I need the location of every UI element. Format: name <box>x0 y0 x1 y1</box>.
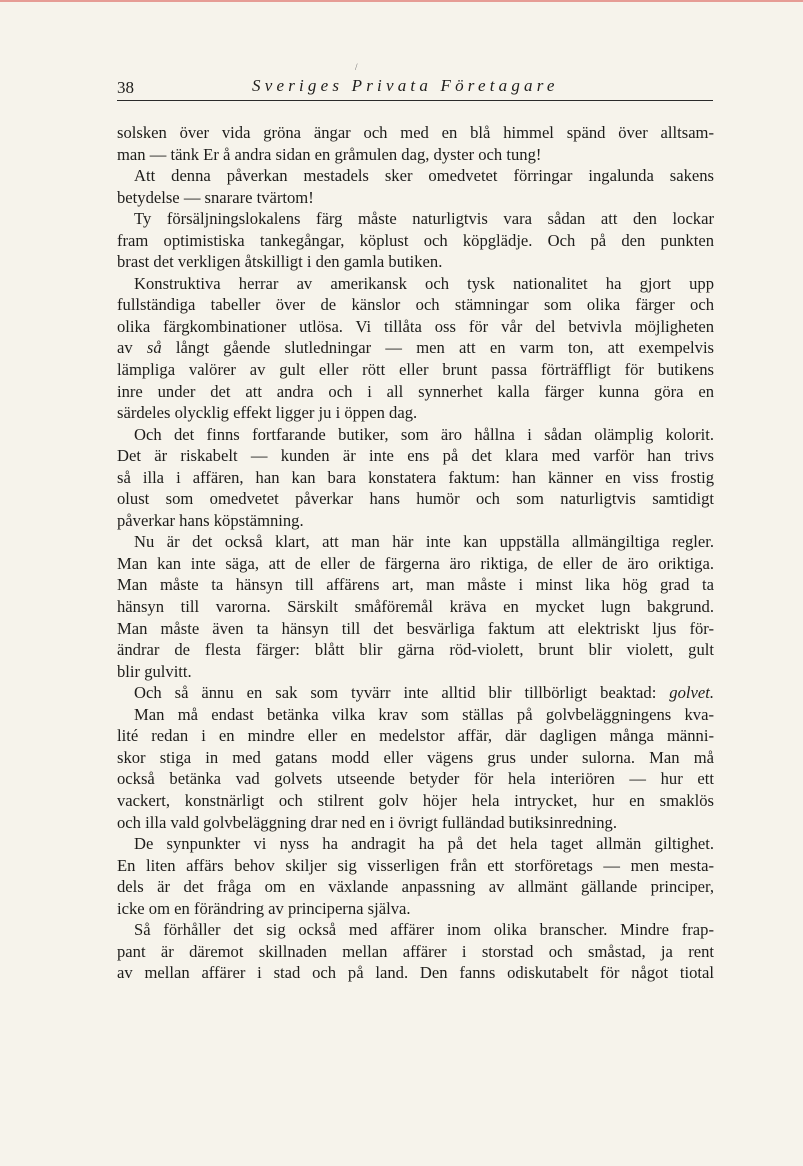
text-line: Man må endast betänka vilka krav som ställas på golvbeläggningens kva- <box>134 704 714 724</box>
text-line: Man måste ta hänsyn till affärens art, man måste i minst lika hög grad ta <box>117 575 714 595</box>
text-line: vackert, konstnärligt och stilrent golv höjer hela intrycket, hur en smaklös <box>117 790 714 810</box>
text-line: särdeles olycklig effekt ligger ju i öppen dag. <box>117 403 418 423</box>
text-line: Nu är det också klart, att man här inte kan uppställa allmängiltiga regler. <box>134 532 714 552</box>
text-line: man — tänk Er å andra sidan en gråmulen dag, dyster och tung! <box>117 144 542 164</box>
text-line: Och så ännu en sak som tyvärr inte alltid blir tillbörligt beaktad: golvet. <box>134 683 714 703</box>
print-mark: / <box>355 62 358 72</box>
text-line: av så långt gående slutledningar — men att en varm ton, att exempelvis <box>117 338 715 358</box>
text-line: Att denna påverkan mestadels sker omedvetet förringar ingalunda sakens <box>134 166 714 186</box>
text-line: Så förhåller det sig också med affärer inom olika branscher. Mindre frap- <box>134 920 714 940</box>
text-line: och illa vald golvbeläggning drar ned en i övrigt fulländad butiksinredning. <box>117 812 618 832</box>
text-line: pant är däremot skillnaden mellan affärer i storstad och småstad, ja rent <box>117 941 714 961</box>
page-number: 38 <box>117 78 134 97</box>
text-line: inre under det att andra och i all synnerhet kalla färger kunna göra en <box>117 381 714 401</box>
text-line: dels är det fråga om en växlande anpassning av allmänt gällande principer, <box>117 877 714 897</box>
text-line: fram optimistiska tankegångar, köplust och köpglädje. Och på den punkten <box>117 230 714 250</box>
text-line: icke om en förändring av principerna själva. <box>117 898 411 918</box>
page-top-edge <box>0 0 803 2</box>
text-line: av mellan affärer i stad och på land. Den fanns odiskutabelt för något tiotal <box>117 963 714 983</box>
text-line: betydelse — snarare tvärtom! <box>117 187 314 207</box>
running-title: Sveriges Privata Företagare <box>252 76 559 95</box>
body-text <box>117 122 714 984</box>
text-line: påverkar hans köpstämning. <box>117 510 304 530</box>
text-line: hänsyn till varorna. Särskilt småföremål kräva en mycket lugn bakgrund. <box>117 597 714 617</box>
text-line: Ty försäljningslokalens färg måste naturligtvis vara sådan att den lockar <box>134 209 714 229</box>
text-line: En liten affärs behov skiljer sig visserligen från ett storföretags — men mesta- <box>117 855 714 875</box>
text-line: Och det finns fortfarande butiker, som äro hållna i sådan olämplig kolorit. <box>134 424 714 444</box>
text-line: fullständiga tabeller över de känslor och stämningar som olika färger och <box>117 295 714 315</box>
text-line: så illa i affären, han kan bara konstatera faktum: han känner en viss frostig <box>117 467 714 487</box>
text-line: Man kan inte säga, att de eller de färgerna äro riktiga, de eller de äro oriktiga. <box>117 553 714 573</box>
text-line: brast det verkligen åtskilligt i den gamla butiken. <box>117 252 443 272</box>
page-header <box>117 76 713 101</box>
text-line: Det är riskabelt — kunden är inte ens på det klara med varför han trivs <box>117 446 714 466</box>
text-line: olika färgkombinationer utlösa. Vi tillåta oss för vår del betvivla möjligheten <box>117 316 714 336</box>
text-line: Man måste även ta hänsyn till det besvärliga faktum att elektriskt ljus för- <box>117 618 714 638</box>
text-line: blir gulvitt. <box>117 661 192 681</box>
text-line: också betänka vad golvets utseende betyder för hela interiören — hur ett <box>117 769 714 789</box>
text-line: olust som omedvetet påverkar hans humör och som naturligtvis samtidigt <box>117 489 714 509</box>
text-line: ändrar de flesta färger: blått blir gärna röd-violett, brunt blir violett, gult <box>117 640 714 660</box>
text-line: solsken över vida gröna ängar och med en blå himmel spänd över alltsam- <box>117 123 714 142</box>
text-line: Konstruktiva herrar av amerikansk och tysk nationalitet ha gjort upp <box>134 273 714 293</box>
text-line: skor stiga in med gatans modd eller vägens grus under sulorna. Man må <box>117 747 714 767</box>
text-line: lité redan i en mindre eller en medelstor affär, där dagligen många männi- <box>117 726 714 746</box>
text-line: lämpliga valörer av gult eller rött eller brunt passa förträffligt för butikens <box>117 360 714 380</box>
text-line: De synpunkter vi nyss ha andragit ha på det hela taget allmän giltighet. <box>134 834 714 854</box>
